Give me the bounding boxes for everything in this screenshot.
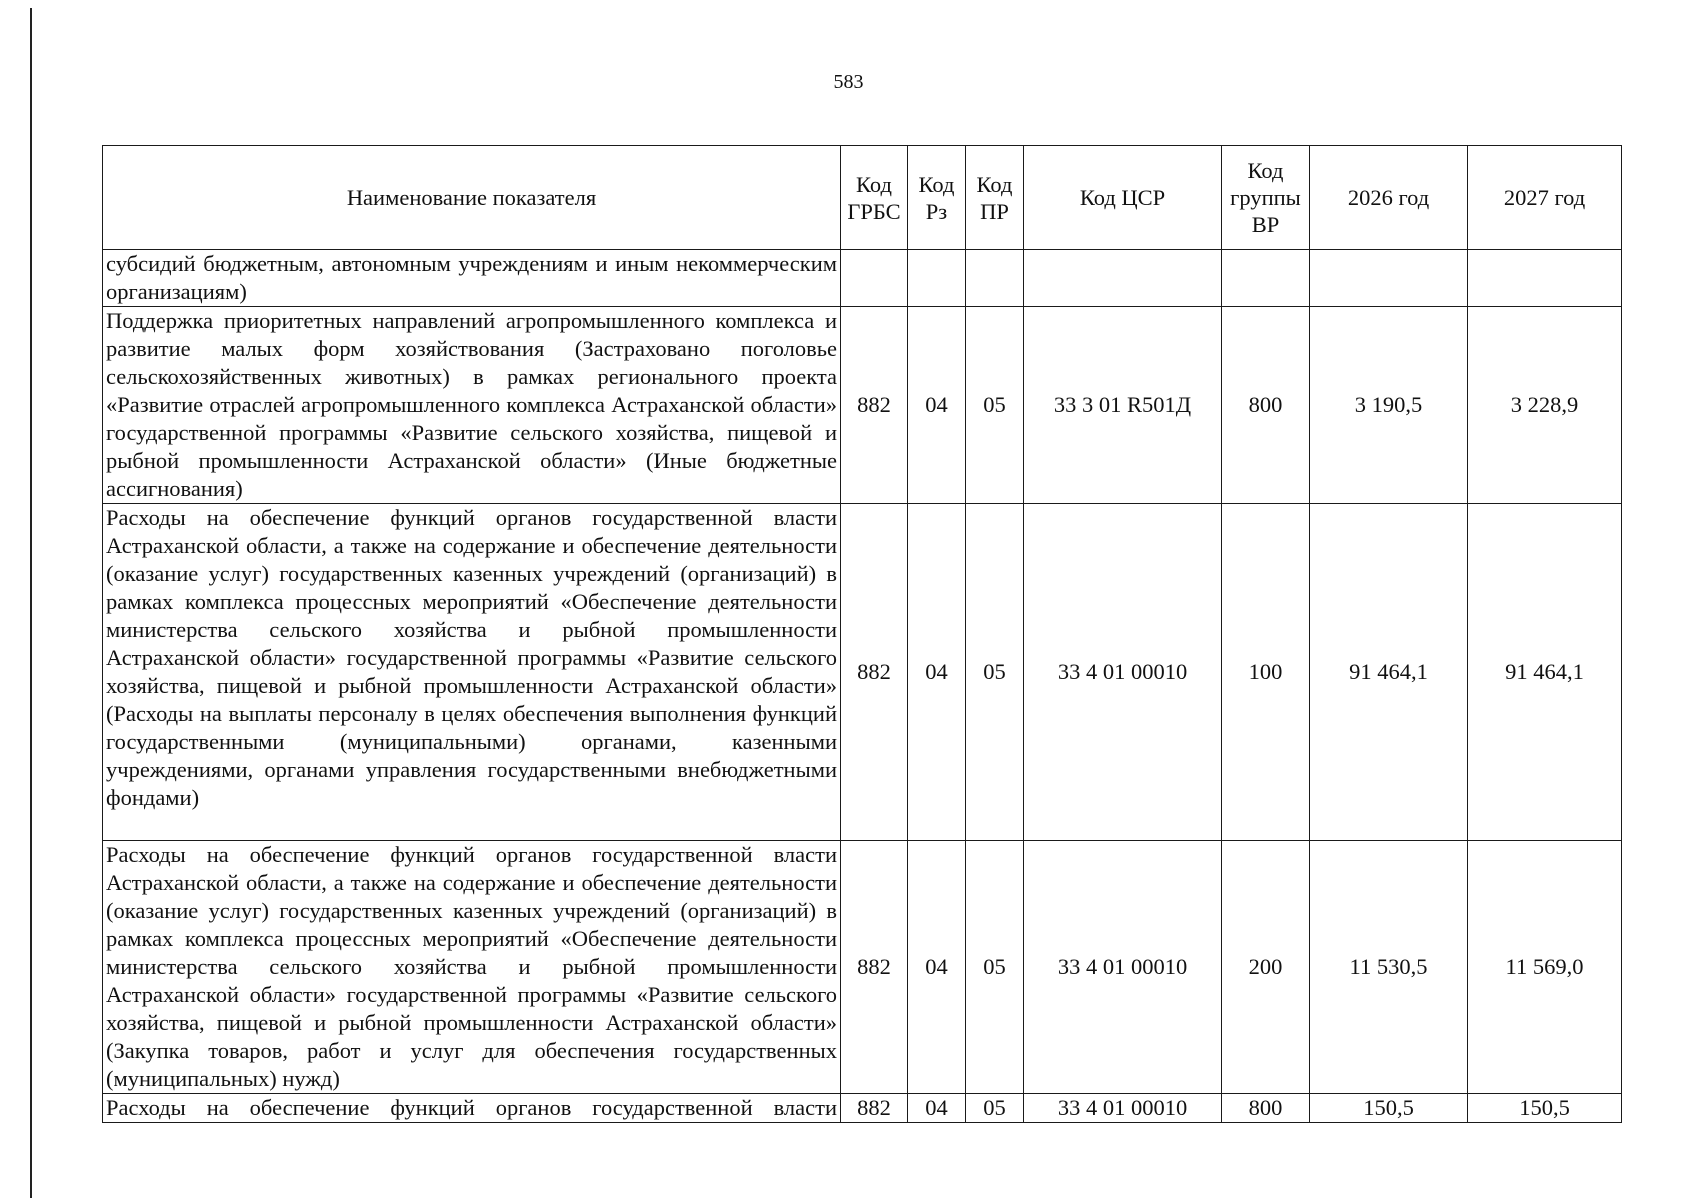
table-row (103, 250, 1622, 307)
header-grbs: Код ГРБС (841, 146, 908, 250)
row-2027: 3 228,9 (1468, 307, 1622, 504)
row-csr (1024, 250, 1222, 307)
header-2026: 2026 год (1310, 146, 1468, 250)
header-vr: Код группы ВР (1222, 146, 1310, 250)
budget-table (102, 145, 1622, 1123)
header-2027: 2027 год (1468, 146, 1622, 250)
row-csr: 33 3 01 R501Д (1024, 307, 1222, 504)
row-vr: 800 (1222, 1094, 1310, 1123)
row-pr (966, 250, 1024, 307)
row-grbs: 882 (841, 1094, 908, 1123)
binding-edge-line (30, 8, 32, 1198)
row-2027: 91 464,1 (1468, 504, 1622, 841)
row-vr: 800 (1222, 307, 1310, 504)
row-grbs: 882 (841, 841, 908, 1094)
row-pr: 05 (966, 841, 1024, 1094)
row-name: Поддержка приоритетных направлений агропромышленного комплекса и развитие малых форм хозяйствования (Застраховано поголовье сельскохозяйственных животных) в рамках регионального проекта «Развитие отраслей агропромышленного комплекса Астраханской области» государственной программы «Развитие сельского хозяйства, пищевой и рыбной промышленности Астраханской области» (Иные бюджетные ассигнования) (103, 307, 841, 504)
header-pr: Код ПР (966, 146, 1024, 250)
row-rz: 04 (908, 841, 966, 1094)
table-row (103, 504, 1622, 841)
table-row (103, 307, 1622, 504)
row-vr (1222, 250, 1310, 307)
row-2026: 150,5 (1310, 1094, 1468, 1123)
row-2026: 91 464,1 (1310, 504, 1468, 841)
row-rz (908, 250, 966, 307)
row-name: Расходы на обеспечение функций органов государственной власти Астраханской области, а также на содержание и обеспечение деятельности (оказание услуг) государственных казенных учреждений (организаций) в рамках комплекса процессных мероприятий «Обеспечение деятельности министерства сельского хозяйства и рыбной промышленности Астраханской области» государственной программы «Развитие сельского хозяйства, пищевой и рыбной промышленности Астраханской области» (Расходы на выплаты персоналу в целях обеспечения выполнения функций государственными (муниципальными) органами, казенными учреждениями, органами управления государственными внебюджетными фондами) (103, 504, 841, 841)
row-rz: 04 (908, 504, 966, 841)
row-rz: 04 (908, 307, 966, 504)
row-pr: 05 (966, 504, 1024, 841)
row-2027: 11 569,0 (1468, 841, 1622, 1094)
row-rz: 04 (908, 1094, 966, 1123)
row-name: Расходы на обеспечение функций органов государственной власти Астраханской области, а также на содержание и обеспечение деятельности (оказание услуг) государственных казенных учреждений (организаций) в рамках комплекса процессных мероприятий «Обеспечение деятельности министерства сельского хозяйства и рыбной промышленности Астраханской области» государственной программы «Развитие сельского хозяйства, пищевой и рыбной промышленности Астраханской области» (Закупка товаров, работ и услуг для обеспечения государственных (муниципальных) нужд) (103, 841, 841, 1094)
row-pr: 05 (966, 1094, 1024, 1123)
page-number: 583 (833, 71, 864, 93)
header-rz: Код Рз (908, 146, 966, 250)
header-name: Наименование показателя (103, 146, 841, 250)
table-row (103, 1094, 1622, 1123)
row-2027: 150,5 (1468, 1094, 1622, 1123)
row-grbs: 882 (841, 307, 908, 504)
row-vr: 200 (1222, 841, 1310, 1094)
row-2026: 11 530,5 (1310, 841, 1468, 1094)
header-csr: Код ЦСР (1024, 146, 1222, 250)
row-csr: 33 4 01 00010 (1024, 1094, 1222, 1123)
row-name: Расходы на обеспечение функций органов государственной власти (103, 1094, 841, 1123)
row-vr: 100 (1222, 504, 1310, 841)
table-header-row (103, 146, 1622, 250)
row-2026: 3 190,5 (1310, 307, 1468, 504)
row-2027 (1468, 250, 1622, 307)
table-row (103, 841, 1622, 1094)
row-csr: 33 4 01 00010 (1024, 504, 1222, 841)
row-grbs: 882 (841, 504, 908, 841)
row-name: субсидий бюджетным, автономным учреждениям и иным некоммерческим организациям) (103, 250, 841, 307)
row-grbs (841, 250, 908, 307)
row-pr: 05 (966, 307, 1024, 504)
row-csr: 33 4 01 00010 (1024, 841, 1222, 1094)
row-2026 (1310, 250, 1468, 307)
